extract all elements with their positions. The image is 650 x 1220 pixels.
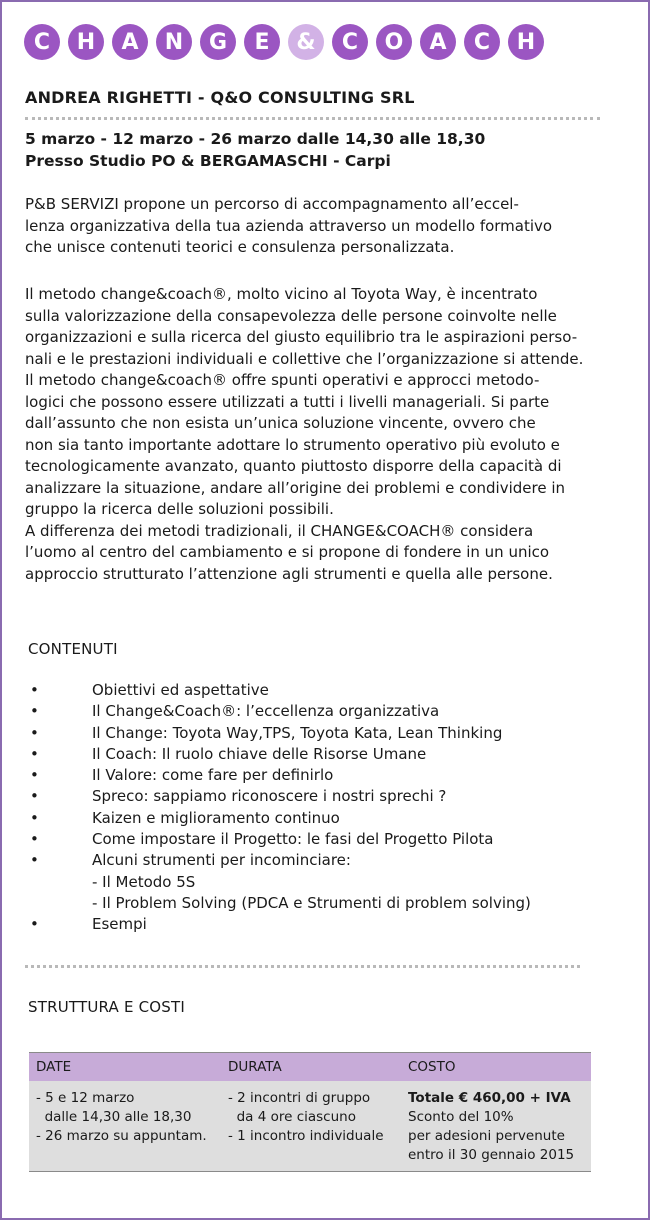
date-cell: [29, 1089, 222, 1165]
bullet-icon: •: [30, 702, 39, 721]
banner-letter: C: [24, 24, 60, 60]
schedule-block: [25, 128, 485, 172]
banner-letter: H: [68, 24, 104, 60]
brand-banner: [24, 24, 544, 66]
text-line: logici che possono essere utilizzati a tutti i livelli manageriali. Si parte: [25, 392, 550, 411]
list-item-text: Il Change: Toyota Way,TPS, Toyota Kata, Lean Thinking: [92, 723, 503, 742]
bullet-icon: •: [30, 851, 39, 870]
list-item: [28, 765, 608, 786]
cost-cell: [402, 1089, 591, 1165]
column-header-date: DATE: [36, 1059, 72, 1075]
cell-line: dalle 14,30 alle 18,30: [36, 1109, 192, 1125]
text-line: analizzare la situazione, andare all’origine dei problemi e condividere in: [25, 478, 566, 497]
list-item-text: Obiettivi ed aspettative: [92, 681, 269, 699]
cell-line: - 2 incontri di gruppo: [228, 1090, 371, 1106]
bullet-icon: •: [30, 787, 39, 806]
text-line: l’uomo al centro del cambiamento e si propone di fondere in un unico: [25, 543, 550, 561]
author-heading: ANDREA RIGHETTI - Q&O CONSULTING SRL: [25, 88, 415, 107]
cell-line: da 4 ore ciascuno: [228, 1109, 356, 1125]
banner-letter: O: [376, 24, 412, 60]
list-subitem: [28, 893, 608, 914]
list-item-text: Come impostare il Progetto: le fasi del Progetto Pilota: [92, 830, 494, 849]
text-line: lenza organizzativa della tua azienda attraverso un modello formativo: [25, 216, 553, 235]
table-header: [29, 1053, 591, 1081]
cell-line: - 26 marzo su appuntam.: [36, 1128, 207, 1144]
text-line: che unisce contenuti teorici e consulenza personalizzata.: [25, 238, 455, 256]
bullet-icon: •: [30, 808, 39, 827]
banner-letter: C: [332, 24, 368, 60]
list-item: [28, 744, 608, 765]
bullet-icon: •: [30, 681, 39, 699]
text-line: tecnologicamente avanzato, quanto piuttosto disporre della capacità di: [25, 457, 562, 475]
list-item: [28, 701, 608, 722]
contents-title: CONTENUTI: [28, 640, 118, 658]
banner-letter: E: [244, 24, 280, 60]
schedule-place: Presso Studio PO & BERGAMASCHI - Carpi: [25, 152, 391, 170]
list-item: [28, 808, 608, 829]
list-item: [28, 786, 608, 807]
text-line: nali e le prestazioni individuali e collettive che l’organizzazione si attende.: [25, 349, 584, 368]
list-item: [28, 680, 608, 701]
banner-letter: C: [464, 24, 500, 60]
text-line: organizzazioni e sulla ricerca del giusto equilibrio tra le aspirazioni perso-: [25, 328, 578, 346]
table-row: [29, 1081, 591, 1171]
cell-line: - 1 incontro individuale: [228, 1128, 384, 1144]
text-line: non sia tanto importante adottare lo strumento operativo più evoluto e: [25, 435, 560, 454]
list-item-text: Il Change&Coach®: l’eccellenza organizzativa: [92, 702, 440, 721]
body-paragraph: [25, 284, 605, 585]
list-item: [28, 829, 608, 850]
text-line: approccio strutturato l’attenzione agli strumenti e quella alle persone.: [25, 564, 553, 583]
banner-letter: A: [112, 24, 148, 60]
list-subitem: [28, 872, 608, 893]
banner-letter: N: [156, 24, 192, 60]
banner-letter: H: [508, 24, 544, 60]
banner-ampersand: &: [288, 24, 324, 60]
list-item-text: Il Valore: come fare per definirlo: [92, 766, 334, 785]
text-line: P&B SERVIZI propone un percorso di accompagnamento all’eccel-: [25, 195, 519, 213]
column-header-duration: DURATA: [228, 1059, 282, 1075]
text-line: gruppo la ricerca delle soluzioni possibili.: [25, 500, 334, 518]
bullet-icon: •: [30, 915, 39, 934]
list-item: [28, 723, 608, 744]
list-item-text: Esempi: [92, 915, 147, 934]
costs-table: [29, 1052, 591, 1172]
dotted-divider: [25, 965, 580, 968]
bullet-icon: •: [30, 723, 39, 742]
cell-line: - 5 e 12 marzo: [36, 1090, 135, 1106]
dotted-divider: [25, 117, 600, 120]
cost-total: Totale € 460,00 + IVA: [408, 1090, 571, 1106]
list-item-text: Kaizen e miglioramento continuo: [92, 808, 340, 827]
list-item-text: Il Coach: Il ruolo chiave delle Risorse Umane: [92, 744, 427, 763]
intro-paragraph: [25, 194, 605, 259]
banner-letter: A: [420, 24, 456, 60]
text-line: Il metodo change&coach®, molto vicino al Toyota Way, è incentrato: [25, 285, 538, 303]
duration-cell: [222, 1089, 402, 1165]
list-item: [28, 850, 608, 871]
text-line: Il metodo change&coach® offre spunti operativi e approcci metodo-: [25, 371, 540, 389]
list-subitem-text: - Il Problem Solving (PDCA e Strumenti di problem solving): [92, 893, 531, 912]
cell-line: per adesioni pervenute: [408, 1128, 565, 1144]
text-line: A differenza dei metodi tradizionali, il CHANGE&COACH® considera: [25, 521, 534, 540]
column-header-cost: COSTO: [408, 1059, 456, 1075]
cell-line: Sconto del 10%: [408, 1109, 514, 1125]
list-subitem-text: - Il Metodo 5S: [92, 872, 196, 891]
list-item-text: Spreco: sappiamo riconoscere i nostri sprechi ?: [92, 787, 447, 806]
bullet-icon: •: [30, 766, 39, 785]
cell-line: entro il 30 gennaio 2015: [408, 1147, 575, 1163]
text-line: dall’assunto che non esista un’unica soluzione vincente, ovvero che: [25, 414, 536, 432]
bullet-icon: •: [30, 830, 39, 849]
schedule-dates: 5 marzo - 12 marzo - 26 marzo dalle 14,30 alle 18,30: [25, 130, 486, 148]
text-line: sulla valorizzazione della consapevolezza delle persone coinvolte nelle: [25, 306, 557, 325]
list-item-text: Alcuni strumenti per incominciare:: [92, 851, 351, 870]
list-item: [28, 914, 608, 935]
bullet-icon: •: [30, 744, 39, 763]
contents-list: [28, 680, 608, 936]
costs-title: STRUTTURA E COSTI: [28, 998, 186, 1016]
banner-letter: G: [200, 24, 236, 60]
